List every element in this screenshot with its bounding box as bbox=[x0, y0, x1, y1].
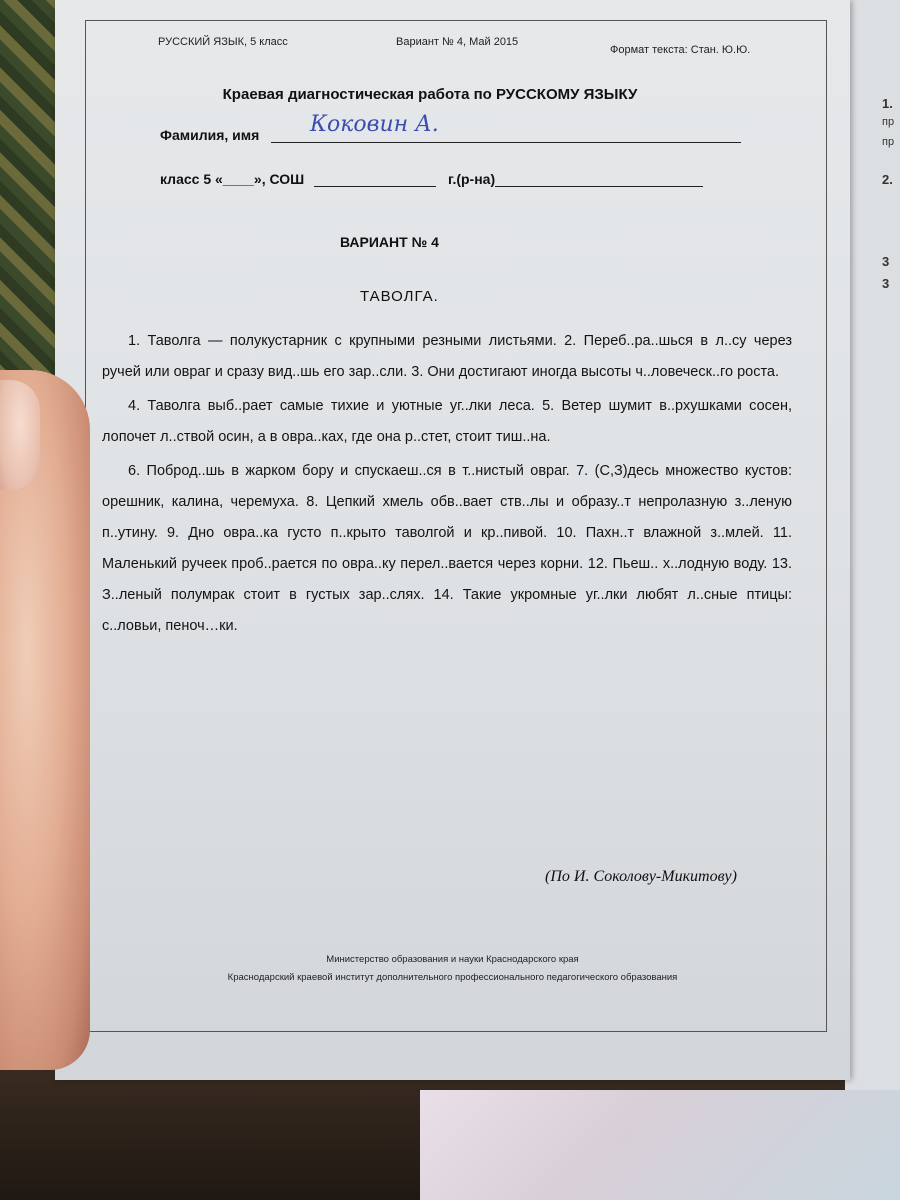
paragraph: 1. Таволга — полукустарник с крупными резными листьями. 2. Переб..ра..шься в л..су через ручей или овраг и сразу вид..шь его зар..сли. 3. Они достигают иногда высоты ч..ловеческ..го роста. bbox=[102, 333, 792, 380]
paragraph: 6. Поброд..шь в жарком бору и спускаеш..ся в т..нистый овраг. 7. (С,З)десь множество кустов: орешник, калина, черемуха. 8. Цепкий хмель обв..вает ств..лы и образу..т непролазную з..леную п..утину. 9. Дно овра..ка густо п..крыто таволгой и кр..пивой. 10. Пахн..т влажной з..млей. 11. Маленький ручеек проб..рается по овра..ку перел..вается через корни. 12. Пьеш.. х..лодную воду. 13. З..леный полумрак стоит в густых зар..слях. 14. Такие укромные уг..лки любят л..сные птицы: с..ловьи, пеноч…ки. bbox=[102, 463, 792, 634]
handwritten-name: Коковин А. bbox=[310, 112, 439, 137]
name-field bbox=[160, 126, 741, 143]
right-page-mark: 3 bbox=[882, 254, 890, 269]
paragraph: 4. Таволга выб..рает самые тихие и уютные уг..лки леса. 5. Ветер шумит в..рхушками сосен, лопочет л..ствой осин, а в овра..ках, где она р..стет, стоит тиш..на. bbox=[102, 398, 792, 445]
school-underline bbox=[314, 170, 436, 187]
region-label: г.(р-на) bbox=[448, 171, 496, 187]
text-title: ТАВОЛГА. bbox=[360, 288, 439, 305]
right-page-mark: 3 bbox=[882, 276, 890, 291]
header-subject: РУССКИЙ ЯЗЫК, 5 класс bbox=[158, 36, 288, 48]
thumb-tip bbox=[0, 380, 40, 490]
region-underline bbox=[495, 170, 703, 187]
school-label: СОШ bbox=[269, 171, 305, 187]
right-page-mark: 2. bbox=[882, 172, 893, 187]
header-format: Формат текста: Стан. Ю.Ю. bbox=[610, 44, 751, 56]
footer-institute: Краснодарский краевой институт дополнительного профессионального педагогического образования bbox=[227, 972, 678, 983]
class-label: класс 5 «____», bbox=[160, 171, 266, 187]
dictation-text bbox=[102, 326, 792, 645]
name-label: Фамилия, имя bbox=[160, 127, 260, 143]
variant-heading: ВАРИАНТ № 4 bbox=[340, 234, 439, 250]
background-cloth bbox=[420, 1090, 900, 1200]
author-attribution: (По И. Соколову-Микитову) bbox=[545, 868, 737, 885]
class-field bbox=[160, 170, 703, 187]
page-title: Краевая диагностическая работа по РУССКОМУ ЯЗЫКУ bbox=[222, 86, 638, 103]
right-page-mark: 1. bbox=[882, 96, 893, 111]
right-page-mark: пр bbox=[882, 136, 895, 148]
footer-ministry: Министерство образования и науки Краснодарского края bbox=[326, 954, 579, 965]
header-variant: Вариант № 4, Май 2015 bbox=[396, 36, 519, 48]
right-page-mark: пр bbox=[882, 116, 895, 128]
next-page bbox=[845, 0, 900, 1090]
